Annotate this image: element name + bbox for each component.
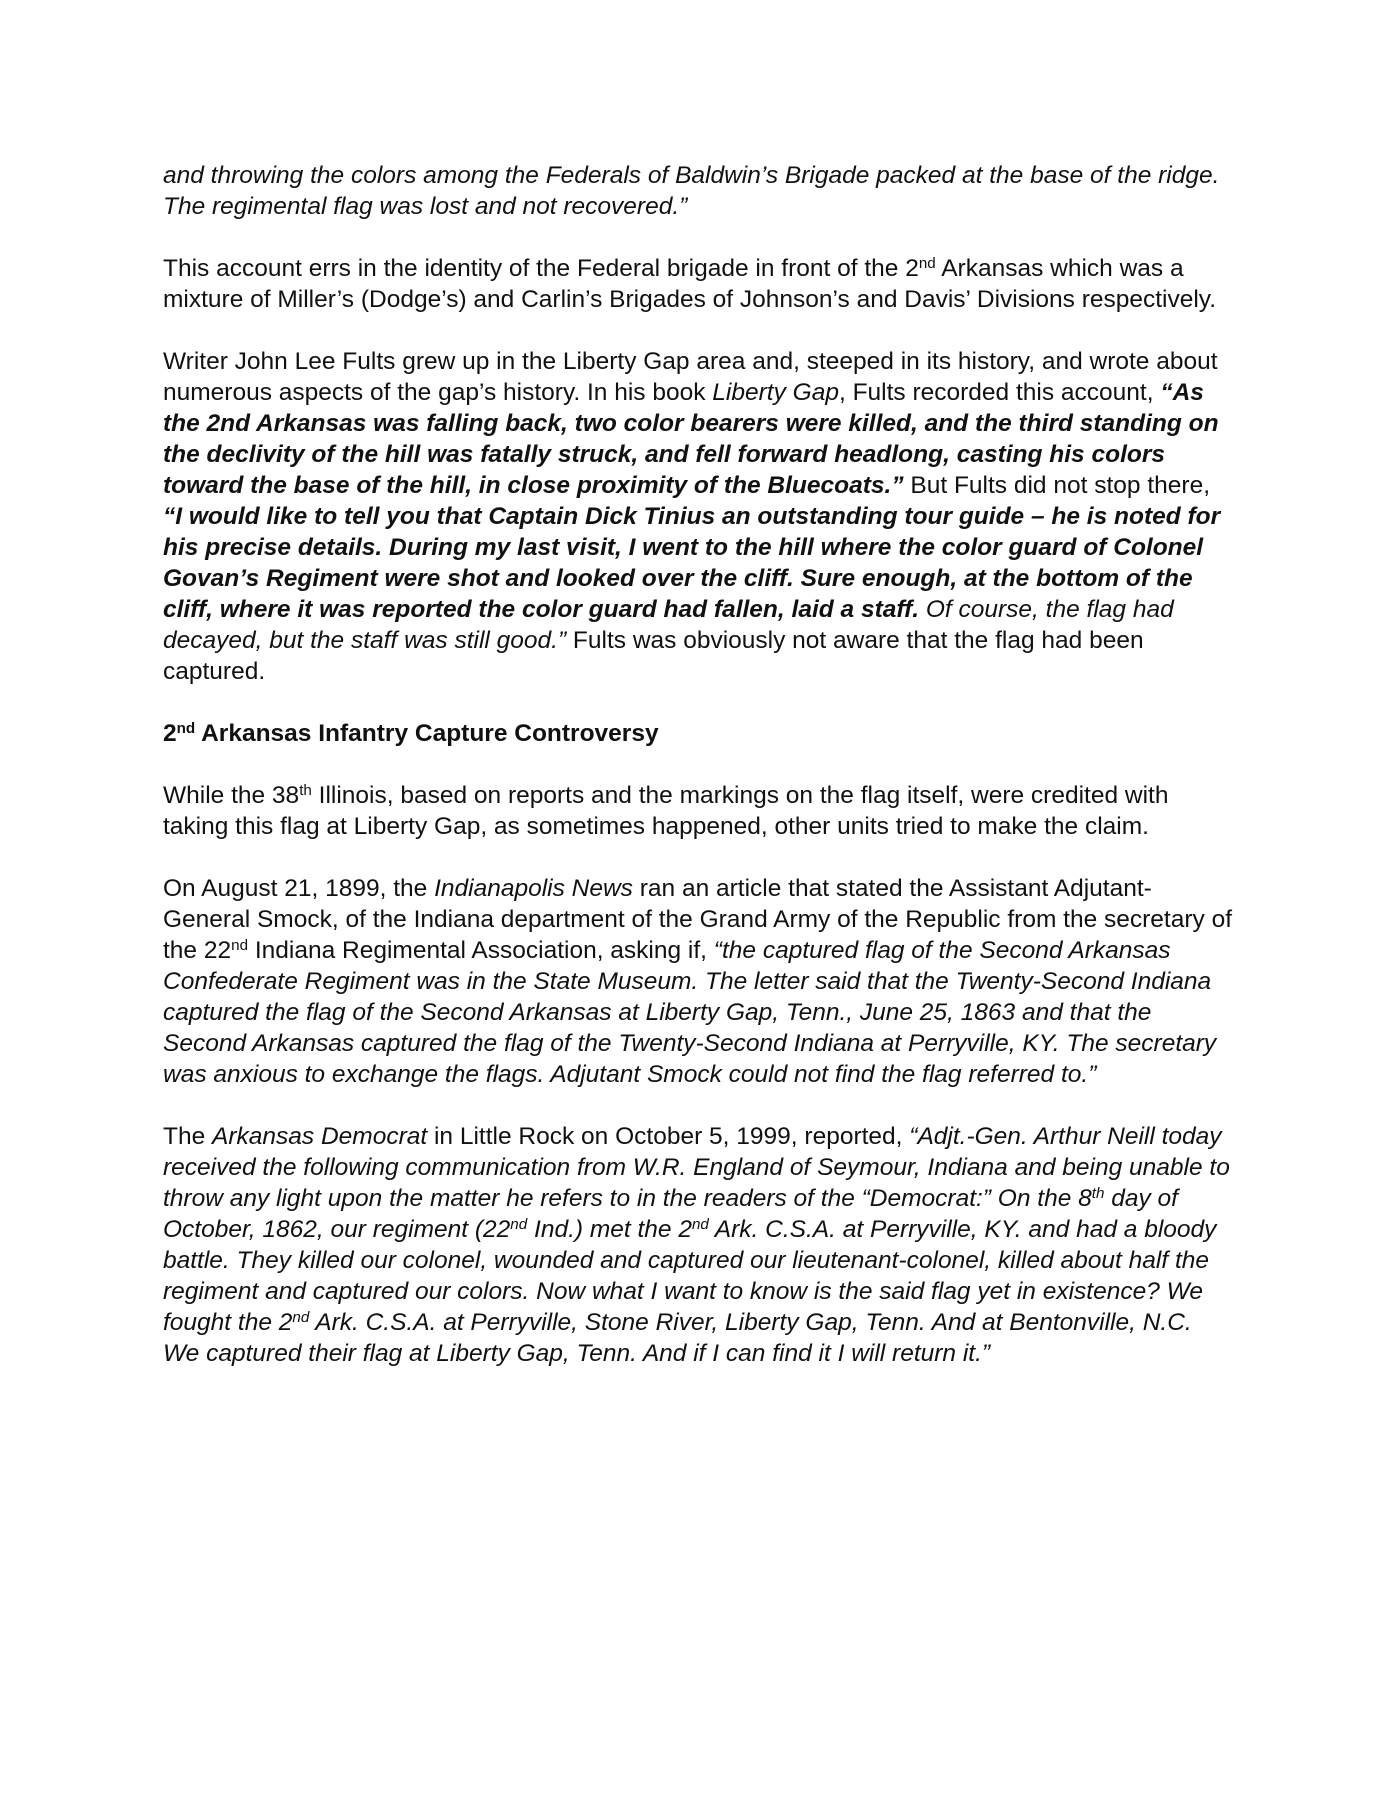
ordinal-suffix: nd bbox=[231, 936, 249, 954]
text: But Fults did not stop there, bbox=[903, 472, 1210, 499]
paragraph-quote-continuation bbox=[163, 160, 1233, 222]
italic-quote: “the captured flag of the Second Arkansas Confederate Regiment was in the State Museum. The letter said that the Twenty-Second Indiana captured the flag of the Second Arkansas at Liberty Gap, Tenn., June 25, 1863 and that the Second Arkansas captured the flag of the Twenty-Second Indiana at Perryville, KY. The secretary was anxious to exchange the flags. Adjutant Smock could not find the flag referred to.” bbox=[163, 937, 1217, 1088]
text: This account errs in the identity of the Federal brigade in front of the 2 bbox=[163, 255, 919, 282]
section-heading bbox=[163, 718, 1233, 749]
document-page bbox=[163, 160, 1233, 1400]
italic-quote: day of October, 1862, our regiment (22 bbox=[163, 1185, 1178, 1243]
paragraph-account-error bbox=[163, 253, 1233, 315]
text: , Fults recorded this account, bbox=[838, 379, 1161, 406]
ordinal-suffix: nd bbox=[292, 1308, 310, 1326]
ordinal-suffix: nd bbox=[691, 1215, 709, 1233]
paragraph-fults-account bbox=[163, 346, 1233, 687]
text: Writer John Lee Fults grew up in the Liberty Gap area and, steeped in its history, and wrote about numerous aspects of the gap’s history. In his book bbox=[163, 348, 1218, 406]
text: On August 21, 1899, the bbox=[163, 875, 435, 902]
newspaper-title: Arkansas Democrat bbox=[212, 1123, 428, 1150]
bold-italic-quote: “I would like to tell you that Captain Dick Tinius an outstanding tour guide – he is noted for his precise details. During my last visit, I went to the hill where the color guard of Colonel Govan’s Regiment were shot and looked over the cliff. Sure enough, at the bottom of the cliff, where it was reported the color guard had fallen, laid a staff. bbox=[163, 503, 1221, 623]
italic-quote: Ark. C.S.A. at Perryville, Stone River, Liberty Gap, Tenn. And at Bentonville, N.C. We captured their flag at Liberty Gap, Tenn. And if I can find it I will return it.” bbox=[163, 1309, 1192, 1367]
text: Arkansas which was a mixture of Miller’s (Dodge’s) and Carlin’s Brigades of Johnson’s and Davis’ Divisions respectively. bbox=[163, 255, 1217, 313]
paragraph-arkansas-democrat bbox=[163, 1121, 1233, 1369]
ordinal-suffix: nd bbox=[510, 1215, 528, 1233]
book-title: Liberty Gap bbox=[712, 379, 839, 406]
heading-text: Arkansas Infantry Capture Controversy bbox=[195, 720, 659, 747]
italic-quote: Of course, the flag had decayed, but the staff was still good.” bbox=[163, 596, 1174, 654]
italic-quote: Ark. C.S.A. at Perryville, KY. and had a bloody battle. They killed our colonel, wounded and captured our lieutenant-colonel, killed about half the regiment and captured our colors. Now what I want to know is the said flag yet in existence? We fought the 2 bbox=[163, 1216, 1217, 1336]
text: Indiana Regimental Association, asking if, bbox=[248, 937, 714, 964]
heading-number: 2 bbox=[163, 720, 177, 747]
ordinal-suffix: nd bbox=[176, 719, 196, 737]
paragraph-38th-illinois bbox=[163, 780, 1233, 842]
text: in Little Rock on October 5, 1999, reported, bbox=[427, 1123, 910, 1150]
newspaper-title: Indianapolis News bbox=[434, 875, 633, 902]
bold-italic-quote: “As the 2nd Arkansas was falling back, two color bearers were killed, and the third standing on the declivity of the hill was fatally struck, and fell forward headlong, casting his colors toward the base of the hill, in close proximity of the Bluecoats.” bbox=[163, 379, 1219, 499]
ordinal-suffix: th bbox=[1091, 1184, 1105, 1202]
text: While the 38 bbox=[163, 782, 300, 809]
italic-quote: and throwing the colors among the Federals of Baldwin’s Brigade packed at the base of the ridge. The regimental flag was lost and not recovered.” bbox=[163, 162, 1220, 220]
ordinal-suffix: th bbox=[299, 781, 312, 799]
ordinal-suffix: nd bbox=[918, 254, 936, 272]
italic-quote: “Adjt.-Gen. Arthur Neill today received the following communication from W.R. England of Seymour, Indiana and being unable to throw any light upon the matter he refers to in the readers of the “Democrat:” On the 8 bbox=[163, 1123, 1230, 1212]
text: Illinois, based on reports and the markings on the flag itself, were credited with taking this flag at Liberty Gap, as sometimes happened, other units tried to make the claim. bbox=[163, 782, 1169, 840]
text: The bbox=[163, 1123, 213, 1150]
paragraph-indianapolis-news bbox=[163, 873, 1233, 1090]
text: Fults was obviously not aware that the flag had been captured. bbox=[163, 627, 1144, 685]
text: ran an article that stated the Assistant Adjutant-General Smock, of the Indiana department of the Grand Army of the Republic from the secretary of the 22 bbox=[163, 875, 1233, 964]
italic-quote: Ind.) met the 2 bbox=[527, 1216, 692, 1243]
